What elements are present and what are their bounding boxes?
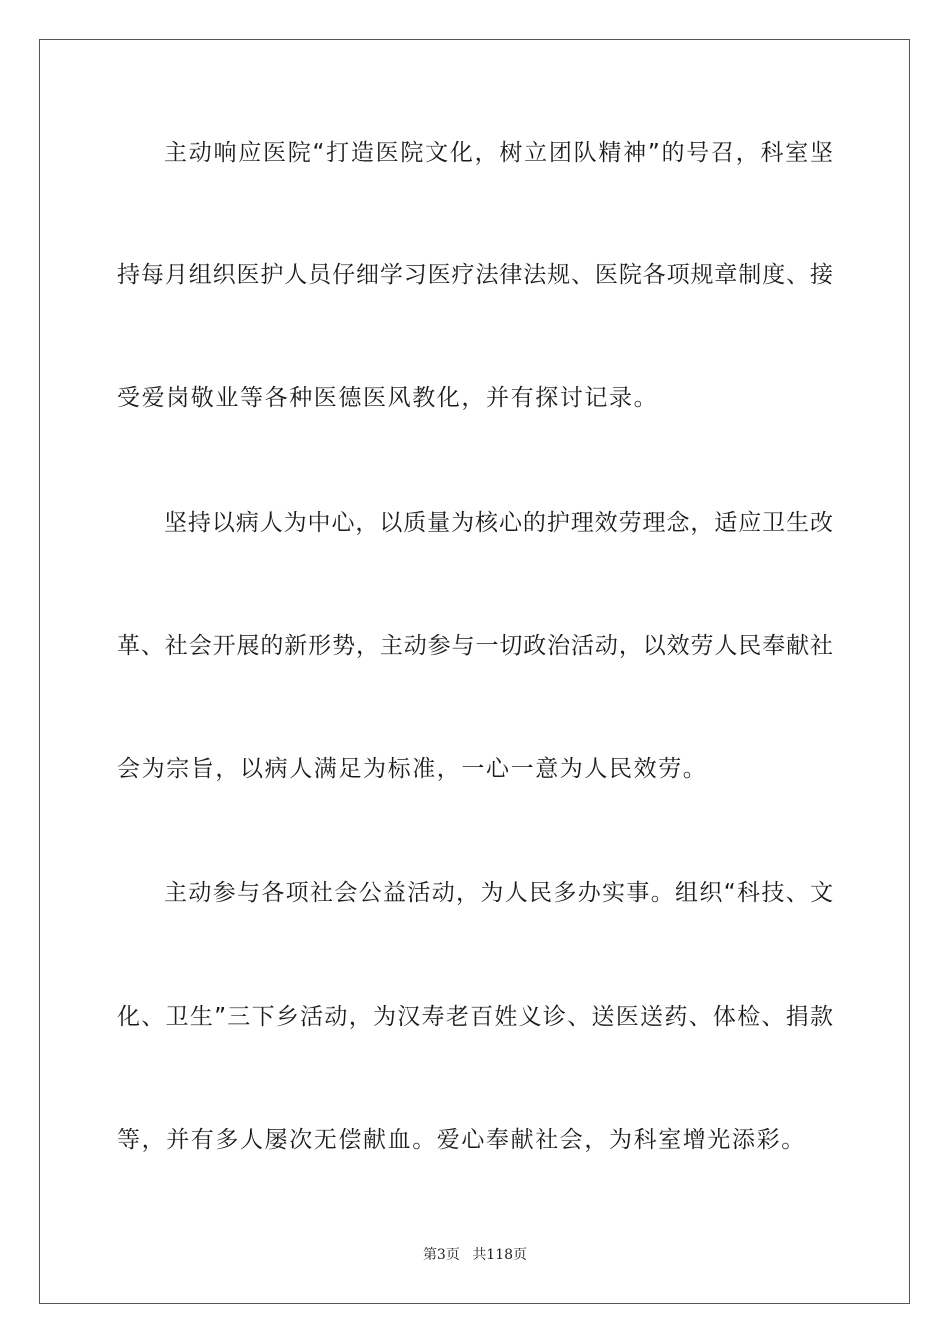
paragraph-3-line-3: 等，并有多人屡次无偿献血。爱心奉献社会，为科室增光添彩。 xyxy=(117,1127,806,1153)
page-footer xyxy=(0,1245,950,1265)
paragraph-2-line-1: 坚持以病人为中心，以质量为核心的护理效劳理念，适应卫生改 xyxy=(164,510,833,536)
paragraph-1-line-2: 持每月组织医护人员仔细学习医疗法律法规、医院各项规章制度、接 xyxy=(117,262,833,288)
page-number: 第3页 xyxy=(422,1247,460,1263)
paragraph-2-line-3: 会为宗旨，以病人满足为标准，一心一意为人民效劳。 xyxy=(117,756,708,782)
page-border xyxy=(39,39,910,1304)
paragraph-2-line-2: 革、社会开展的新形势，主动参与一切政治活动，以效劳人民奉献社 xyxy=(117,633,833,659)
total-pages: 共118页 xyxy=(472,1247,528,1263)
paragraph-3-line-1: 主动参与各项社会公益活动，为人民多办实事。组织“科技、文 xyxy=(164,880,833,906)
paragraph-1-line-3: 受爱岗敬业等各种医德医风教化，并有探讨记录。 xyxy=(117,385,659,411)
paragraph-1-line-1: 主动响应医院“打造医院文化，树立团队精神”的号召，科室坚 xyxy=(164,140,833,166)
paragraph-3-line-2: 化、卫生”三下乡活动，为汉寿老百姓义诊、送医送药、体检、捐款 xyxy=(117,1004,833,1030)
